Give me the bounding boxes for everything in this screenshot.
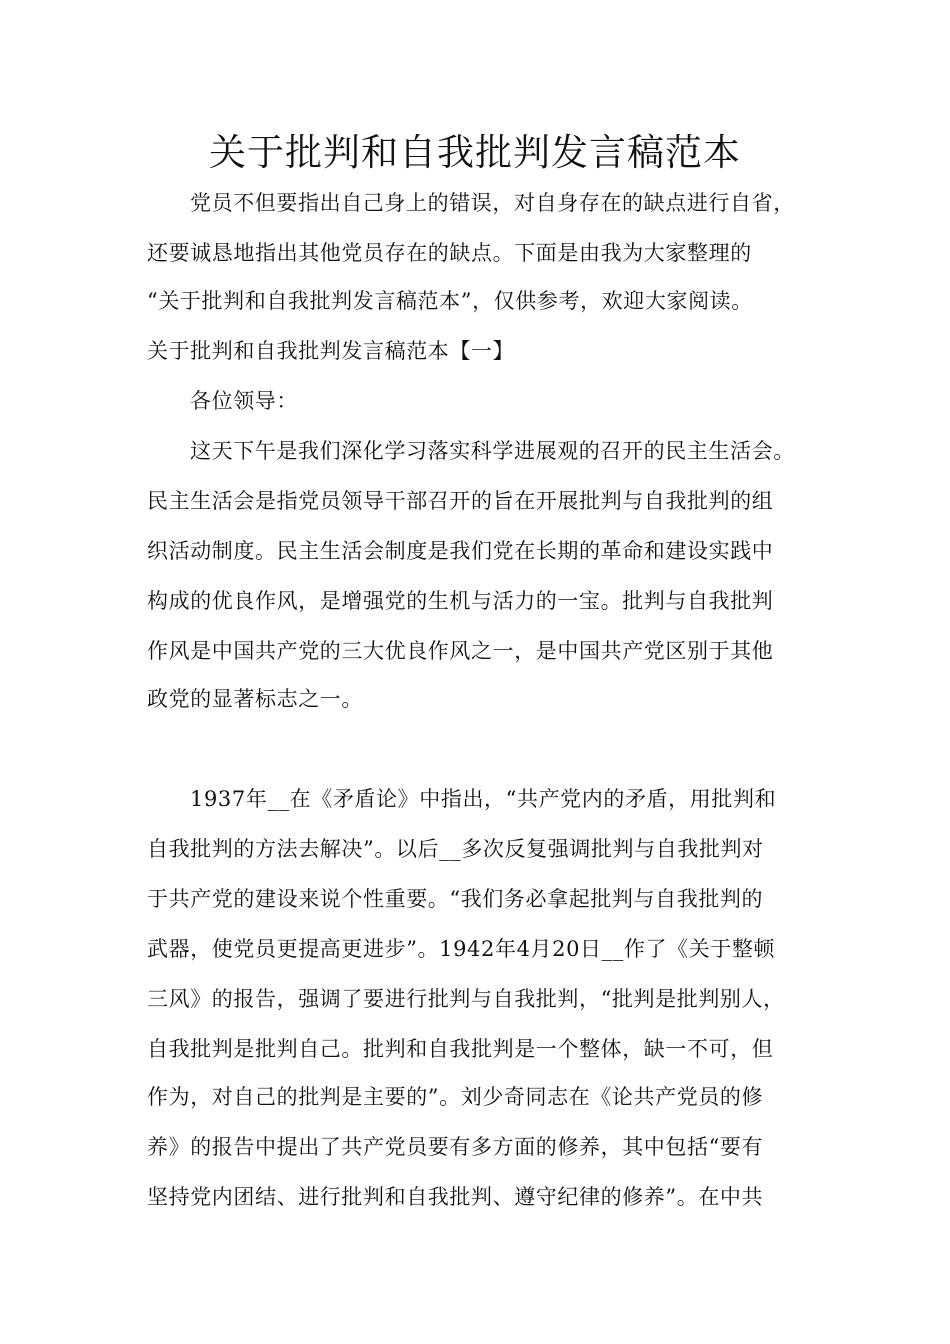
paragraph-1-line-1: 这天下午是我们深化学习落实科学进展观的召开的民主生活会。 [190,439,795,463]
intro-line-3: “关于批判和自我批判发言稿范本”，仅供参考，欢迎大家阅读。 [147,289,753,313]
document-title: 关于批判和自我批判发言稿范本 [209,131,741,174]
paragraph-2-line-2: 自我批判的方法去解决”。以后__多次反复强调批判与自我批判对 [147,837,764,861]
paragraph-2-line-5: 三风》的报告，强调了要进行批判与自我批判，“批判是批判别人， [147,987,785,1011]
paragraph-2-line-4: 武器，使党员更提高更进步”。1942年4月20日__作了《关于整顿 [147,937,776,961]
paragraph-1-line-2: 民主生活会是指党员领导干部召开的旨在开展批判与自我批判的组 [147,489,774,513]
paragraph-2-line-8: 养》的报告中提出了共产党员要有多方面的修养，其中包括“要有 [147,1135,764,1159]
paragraph-2-line-6: 自我批判是批判自己。批判和自我批判是一个整体，缺一不可，但 [147,1037,774,1061]
intro-line-1: 党员不但要指出自己身上的错误，对自身存在的缺点进行自省， [190,191,795,215]
paragraph-1-line-4: 构成的优良作风，是增强党的生机与活力的一宝。批判与自我批判 [147,589,774,613]
section-heading: 关于批判和自我批判发言稿范本【一】 [147,339,515,363]
paragraph-1-line-5: 作风是中国共产党的三大优良作风之一，是中国共产党区别于其他 [147,639,774,663]
paragraph-1-line-3: 织活动制度。民主生活会制度是我们党在长期的革命和建设实践中 [147,539,774,563]
paragraph-2-line-3: 于共产党的建设来说个性重要。“我们务必拿起批判与自我批判的 [147,887,764,911]
paragraph-2-line-1: 1937年__在《矛盾论》中指出，“共产党内的矛盾，用批判和 [190,787,777,811]
paragraph-2-line-9: 坚持党内团结、进行批判和自我批判、遵守纪律的修养”。在中共 [147,1185,764,1209]
salutation: 各位领导： [190,389,298,413]
paragraph-2-line-7: 作为，对自己的批判是主要的”。刘少奇同志在《论共产党员的修 [147,1085,764,1109]
intro-line-2: 还要诚恳地指出其他党员存在的缺点。下面是由我为大家整理的 [147,241,752,265]
paragraph-1-line-6: 政党的显著标志之一。 [147,687,363,711]
